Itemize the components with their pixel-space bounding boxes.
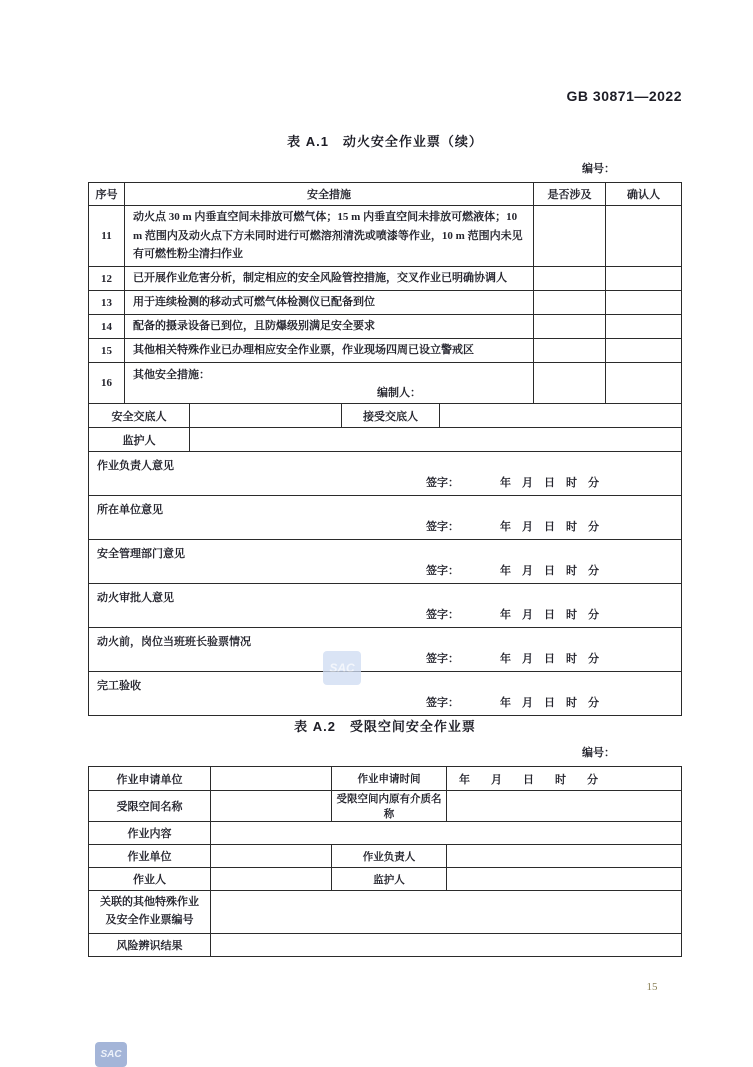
work-content-label: 作业内容 (127, 828, 172, 840)
opinion-row-shift-check (89, 627, 681, 671)
standard-number: GB 30871—2022 (566, 88, 682, 104)
confirmer-cell (605, 339, 681, 362)
measure-row-13 (89, 290, 681, 314)
signature-line (89, 517, 681, 539)
briefer-label: 安全交底人 (111, 410, 167, 423)
header-confirmer: 确认人 (605, 183, 681, 205)
guardian-row (89, 427, 681, 451)
work-content-value-cell (210, 822, 681, 844)
involved-cell (533, 315, 605, 338)
row-number: 13 (101, 296, 112, 309)
opinion-row-approver (89, 583, 681, 627)
guardian-value-cell (446, 868, 681, 890)
header-safety-measure: 安全措施 (124, 183, 533, 205)
confirmer-cell (605, 363, 681, 403)
a2-row-risk-result (89, 933, 681, 956)
measure-row-16 (89, 362, 681, 403)
date-units: 年 月 日 时 分 (500, 477, 599, 490)
a2-row-space-name (89, 790, 681, 821)
sign-label: 签字： (426, 697, 459, 710)
date-units: 年 月 日 时 分 (500, 609, 599, 622)
work-leader-label: 作业负责人 (331, 845, 446, 867)
guardian-label: 监护人 (331, 868, 446, 890)
opinion-label: 动火前，岗位当班班长验票情况 (97, 636, 251, 649)
original-medium-label: 受限空间内原有介质名称 (331, 791, 446, 821)
opinion-label: 作业负责人意见 (97, 460, 174, 473)
briefing-row (89, 403, 681, 427)
row-number: 12 (101, 272, 112, 285)
a2-row-work-unit (89, 844, 681, 867)
row-number: 14 (101, 320, 112, 333)
measure-text: 动火点 30 m 内垂直空间未排放可燃气体；15 m 内垂直空间未排放可燃液体；10 m 范围内及动火点下方未同时进行可燃溶剂清洗或喷漆等作业，10 m 范围内未见有可燃性粉尘清扫作业 (124, 206, 533, 266)
confirmer-cell (605, 291, 681, 314)
row-number: 15 (101, 344, 112, 357)
date-units: 年 月 日 时 分 (500, 653, 599, 666)
confirmer-cell (605, 206, 681, 266)
measure-text (124, 363, 533, 403)
date-units: 年 月 日 时 分 (500, 565, 599, 578)
related-work-label-line2: 及安全作业票编号 (105, 914, 194, 926)
work-unit-label: 作业单位 (127, 851, 172, 863)
measure-text: 其他相关特殊作业已办理相应安全作业票，作业现场四周已设立警戒区 (124, 339, 533, 362)
measure-row-14 (89, 314, 681, 338)
sign-label: 签字： (426, 609, 459, 622)
involved-cell (533, 363, 605, 403)
guardian-label: 监护人 (122, 434, 156, 447)
opinion-row-responsible (89, 451, 681, 495)
involved-cell (533, 267, 605, 290)
signature-line (89, 649, 681, 671)
sign-label: 签字： (426, 565, 459, 578)
table-a2-number-label: 编号： (582, 747, 615, 759)
opinion-row-unit (89, 495, 681, 539)
apply-time-label: 作业申请时间 (331, 767, 446, 790)
guardian-value-cell (189, 428, 681, 451)
measure-text: 用于连续检测的移动式可燃气体检测仪已配备到位 (124, 291, 533, 314)
measure-row-15 (89, 338, 681, 362)
a2-row-apply-unit (89, 767, 681, 790)
opinion-label: 安全管理部门意见 (97, 548, 185, 561)
apply-time-date-units: 年 月 日 时 分 (446, 767, 681, 790)
table-a1-header-row (89, 183, 681, 205)
opinion-label: 完工验收 (97, 680, 141, 693)
risk-result-label: 风险辨识结果 (116, 940, 183, 952)
a2-row-worker (89, 867, 681, 890)
row-number: 16 (101, 377, 112, 390)
page-number: 15 (646, 981, 658, 993)
other-measures-label: 其他安全措施： (133, 369, 210, 382)
preparer-label: 编制人： (377, 387, 421, 400)
opinion-row-safety-dept (89, 539, 681, 583)
signature-line (89, 561, 681, 583)
opinion-label: 动火审批人意见 (97, 592, 174, 605)
date-units: 年 月 日 时 分 (500, 521, 599, 534)
opinion-row-completion (89, 671, 681, 715)
confirmer-cell (605, 315, 681, 338)
table-a2-title: 表 A.2 受限空间安全作业票 (294, 719, 476, 734)
risk-result-value-cell (210, 934, 681, 956)
a2-row-related-work (89, 890, 681, 933)
confirmer-cell (605, 267, 681, 290)
row-number: 11 (101, 230, 112, 243)
table-a1-number-label: 编号： (582, 163, 615, 175)
apply-unit-value-cell (210, 767, 331, 790)
involved-cell (533, 206, 605, 266)
involved-cell (533, 291, 605, 314)
worker-value-cell (210, 868, 331, 890)
header-seq: 序号 (95, 189, 118, 201)
briefing-receiver-value-cell (439, 404, 681, 427)
measure-text: 已开展作业危害分析，制定相应的安全风险管控措施，交叉作业已明确协调人 (124, 267, 533, 290)
date-units: 年 月 日 时 分 (500, 697, 599, 710)
sac-watermark-bottom: SAC (95, 1042, 127, 1067)
signature-line (89, 693, 681, 715)
work-unit-value-cell (210, 845, 331, 867)
sign-label: 签字： (426, 521, 459, 534)
apply-unit-label: 作业申请单位 (116, 773, 183, 786)
header-involved: 是否涉及 (533, 183, 605, 205)
signature-line (89, 473, 681, 495)
measure-text: 配备的摄录设备已到位，且防爆级别满足安全要求 (124, 315, 533, 338)
briefing-receiver-label: 接受交底人 (341, 404, 439, 427)
measure-row-11 (89, 205, 681, 266)
a2-row-work-content (89, 821, 681, 844)
signature-line (89, 605, 681, 627)
opinion-label: 所在单位意见 (97, 504, 163, 517)
sac-watermark: SAC (323, 651, 361, 685)
briefer-value-cell (189, 404, 341, 427)
involved-cell (533, 339, 605, 362)
space-name-label: 受限空间名称 (116, 801, 183, 813)
work-leader-value-cell (446, 845, 681, 867)
original-medium-value-cell (446, 791, 681, 821)
sign-label: 签字： (426, 653, 459, 666)
space-name-value-cell (210, 791, 331, 821)
measure-row-12 (89, 266, 681, 290)
table-a2 (88, 766, 682, 957)
table-a1-title: 表 A.1 动火安全作业票（续） (287, 134, 483, 149)
related-work-label (89, 891, 210, 933)
related-work-label-line1: 关联的其他特殊作业 (100, 896, 199, 909)
related-work-value-cell (210, 891, 681, 933)
worker-label: 作业人 (133, 874, 166, 886)
sign-label: 签字： (426, 477, 459, 490)
table-a1 (88, 182, 682, 716)
